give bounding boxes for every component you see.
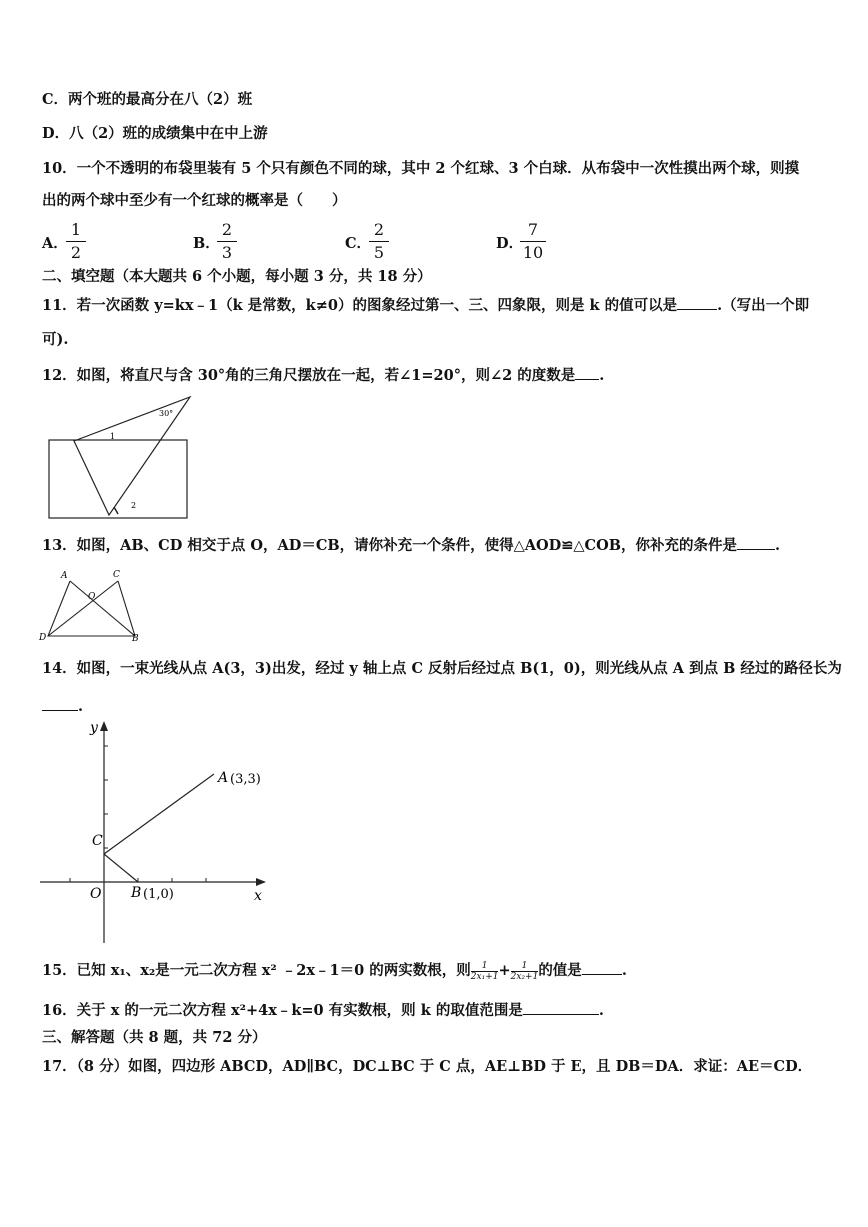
q14-tail: .: [78, 698, 84, 715]
angle-2-label: 2: [131, 501, 137, 510]
option-b-fraction: [215, 220, 239, 263]
fraction-denominator: 5: [373, 243, 385, 262]
fraction-denominator: 2: [70, 243, 82, 262]
q12-line: [42, 365, 604, 386]
origin-label: O: [90, 886, 102, 902]
answer-blank: [582, 960, 622, 975]
ray-a-to-c: [104, 774, 214, 854]
option-a-fraction: [64, 220, 88, 263]
point-o-label: O: [88, 592, 96, 602]
q11-text: 11．若一次函数 y=kx﹣1（k 是常数，k≠0）的图象经过第一、三、四象限，则是 k 的值可以是: [42, 297, 678, 314]
q11-line2: 可).: [42, 331, 69, 348]
option-d-label: D．: [496, 235, 524, 252]
q16-tail: .: [598, 1002, 604, 1019]
point-c-label: C: [92, 833, 103, 849]
point-a-label: A: [218, 770, 229, 786]
segment-ab: [70, 581, 135, 636]
fraction-denominator: 2x₁+1: [470, 971, 499, 982]
q13-text: 13．如图，AB、CD 相交于点 O，AD＝CB，请你补充一个条件，使得△AOD≌△COB，你补充的条件是: [42, 537, 737, 554]
ruler-shape: [49, 440, 187, 518]
option-c-text: C．两个班的最高分在八（2）班: [42, 91, 253, 108]
outer-shape: [48, 581, 135, 636]
q17-line: 17．（8 分）如图，四边形 ABCD，AD∥BC，DC⊥BC 于 C 点，AE⊥BD 于 E，且 DB＝DA．求证：AE＝CD．: [42, 1058, 813, 1075]
figure-ruler-triangle: [44, 395, 194, 523]
q12-text: 12．如图，将直尺与含 30°角的三角尺摆放在一起，若∠1=20°，则∠2 的度数是: [42, 367, 576, 384]
figure-light-reflection: [38, 713, 278, 948]
q11-tail: .（写出一个即: [717, 297, 810, 314]
point-b-label: B: [131, 885, 142, 901]
point-d-label: D: [39, 633, 47, 643]
point-b-coord: (1,0): [143, 887, 174, 902]
figure-triangles-aod-cob: [38, 566, 148, 646]
fraction-denominator: 3: [221, 243, 233, 262]
fraction-numerator: 1: [481, 960, 488, 971]
q10-line2: 出的两个球中至少有一个红球的概率是（ ）: [42, 192, 347, 209]
q15-text: 15．已知 x₁、x₂是一元二次方程 x² ﹣2x﹣1＝0 的两实数根，则: [42, 962, 471, 979]
q15-line: [42, 960, 627, 982]
angle-mark: [114, 507, 118, 514]
q13-tail: .: [774, 537, 781, 554]
q12-tail: .: [599, 367, 605, 384]
option-c-label: C．: [345, 235, 372, 252]
q15-fraction-2: [511, 961, 539, 982]
answer-blank: [575, 365, 599, 380]
ray-c-to-b: [104, 854, 138, 882]
answer-blank: [523, 1000, 599, 1015]
section-3-heading: 三、解答题（共 8 题，共 72 分）: [42, 1029, 267, 1046]
fraction-denominator: 2x₂+1: [510, 971, 539, 982]
y-axis-arrow: [100, 721, 108, 731]
fraction-numerator: 7: [527, 220, 539, 239]
q14-line1: 14．如图，一束光线从点 A(3，3)出发，经过 y 轴上点 C 反射后经过点 B(1，0)，则光线从点 A 到点 B 经过的路径长为: [42, 660, 842, 677]
option-d-text: D．八（2）班的成绩集中在中上游: [42, 125, 268, 142]
x-axis-arrow: [256, 878, 266, 886]
option-a-label: A．: [42, 235, 68, 252]
fraction-denominator: 10: [522, 243, 544, 262]
fraction-numerator: 1: [521, 960, 528, 971]
answer-blank: [42, 696, 78, 711]
fraction-numerator: 2: [373, 220, 385, 239]
answer-blank: [677, 295, 717, 310]
q15-fraction-1: [471, 961, 499, 982]
q16-line: [42, 1000, 604, 1021]
point-c-label: C: [113, 570, 120, 580]
angle-1-label: 1: [110, 432, 116, 441]
q15-tail: .: [621, 962, 627, 979]
fraction-numerator: 1: [70, 220, 82, 239]
section-2-heading: 二、填空题（本大题共 6 个小题，每小题 3 分，共 18 分）: [42, 268, 432, 285]
q11-line1: [42, 295, 809, 316]
option-b-label: B．: [193, 235, 220, 252]
q13-line: [42, 535, 780, 556]
angle-30-label: 30°: [159, 409, 174, 418]
option-d-fraction: [518, 220, 548, 263]
x-axis-label: x: [254, 888, 262, 904]
q15-post: 的值是: [538, 962, 582, 979]
y-axis-label: y: [90, 720, 98, 736]
plus-sign: +: [498, 962, 511, 979]
point-a-coord: (3,3): [230, 772, 261, 787]
point-b-label: B: [132, 634, 139, 644]
fraction-numerator: 2: [221, 220, 233, 239]
option-c-fraction: [367, 220, 391, 263]
q16-text: 16．关于 x 的一元二次方程 x²+4x﹣k=0 有实数根，则 k 的取值范围是: [42, 1002, 523, 1019]
answer-blank: [737, 535, 775, 550]
point-a-label: A: [61, 571, 68, 581]
q10-line1: 10．一个不透明的布袋里装有 5 个只有颜色不同的球，其中 2 个红球、3 个白球．从布袋中一次性摸出两个球，则摸: [42, 160, 800, 177]
